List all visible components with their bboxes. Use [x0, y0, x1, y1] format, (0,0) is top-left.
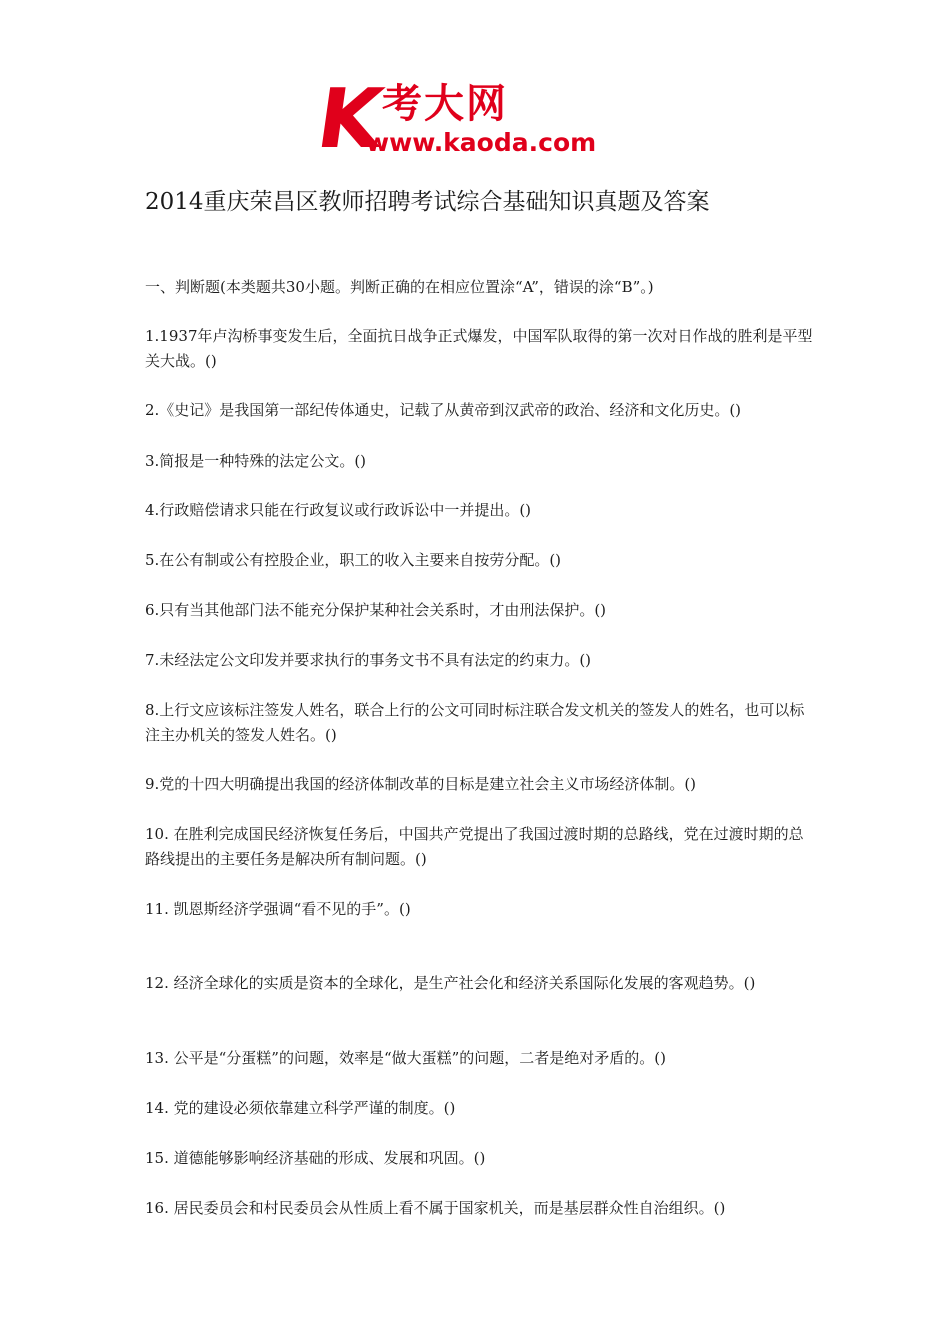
section-heading: 一、判断题(本类题共30小题。判断正确的在相应位置涂“A”，错误的涂“B”。): [145, 278, 654, 296]
question-item: 9.党的十四大明确提出我国的经济体制改革的目标是建立社会主义市场经济体制。(): [145, 775, 697, 793]
question-item: 8.上行文应该标注签发人姓名，联合上行的公文可同时标注联合发文机关的签发人的姓名，也可以标注主办机关的签发人姓名。(): [145, 701, 805, 744]
question-item: 12. 经济全球化的实质是资本的全球化，是生产社会化和经济关系国际化发展的客观趋势。(): [145, 974, 756, 992]
question-item: 3.简报是一种特殊的法定公文。(): [145, 452, 367, 470]
question-item: 11. 凯恩斯经济学强调“看不见的手”。(): [145, 900, 411, 918]
question-item: 5.在公有制或公有控股企业，职工的收入主要来自按劳分配。(): [145, 551, 562, 569]
question-item: 16. 居民委员会和村民委员会从性质上看不属于国家机关，而是基层群众性自治组织。(): [145, 1199, 726, 1217]
question-item: 7.未经法定公文印发并要求执行的事务文书不具有法定的约束力。(): [145, 651, 592, 669]
logo-k-letter: K: [311, 72, 389, 167]
logo-site-name: 考大网: [382, 81, 508, 127]
question-item: 6.只有当其他部门法不能充分保护某种社会关系时，才由刑法保护。(): [145, 601, 607, 619]
question-item: 14. 党的建设必须依靠建立科学严谨的制度。(): [145, 1099, 456, 1117]
question-item: 4.行政赔偿请求只能在行政复议或行政诉讼中一并提出。(): [145, 501, 532, 519]
logo-url: www.kaoda.com: [366, 128, 597, 157]
question-item: 15. 道德能够影响经济基础的形成、发展和巩固。(): [145, 1149, 486, 1167]
question-item: 2.《史记》是我国第一部纪传体通史，记载了从黄帝到汉武帝的政治、经济和文化历史。(): [145, 401, 742, 419]
document-title: 2014重庆荣昌区教师招聘考试综合基础知识真题及答案: [145, 189, 710, 215]
kaoda-logo: [311, 72, 638, 167]
question-item: 1.1937年卢沟桥事变发生后，全面抗日战争正式爆发，中国军队取得的第一次对日作战的胜利是平型关大战。(): [145, 327, 813, 370]
question-item: 10. 在胜利完成国民经济恢复任务后，中国共产党提出了我国过渡时期的总路线，党在过渡时期的总路线提出的主要任务是解决所有制问题。(): [145, 825, 804, 868]
question-item: 13. 公平是“分蛋糕”的问题，效率是“做大蛋糕”的问题，二者是绝对矛盾的。(): [145, 1049, 667, 1067]
